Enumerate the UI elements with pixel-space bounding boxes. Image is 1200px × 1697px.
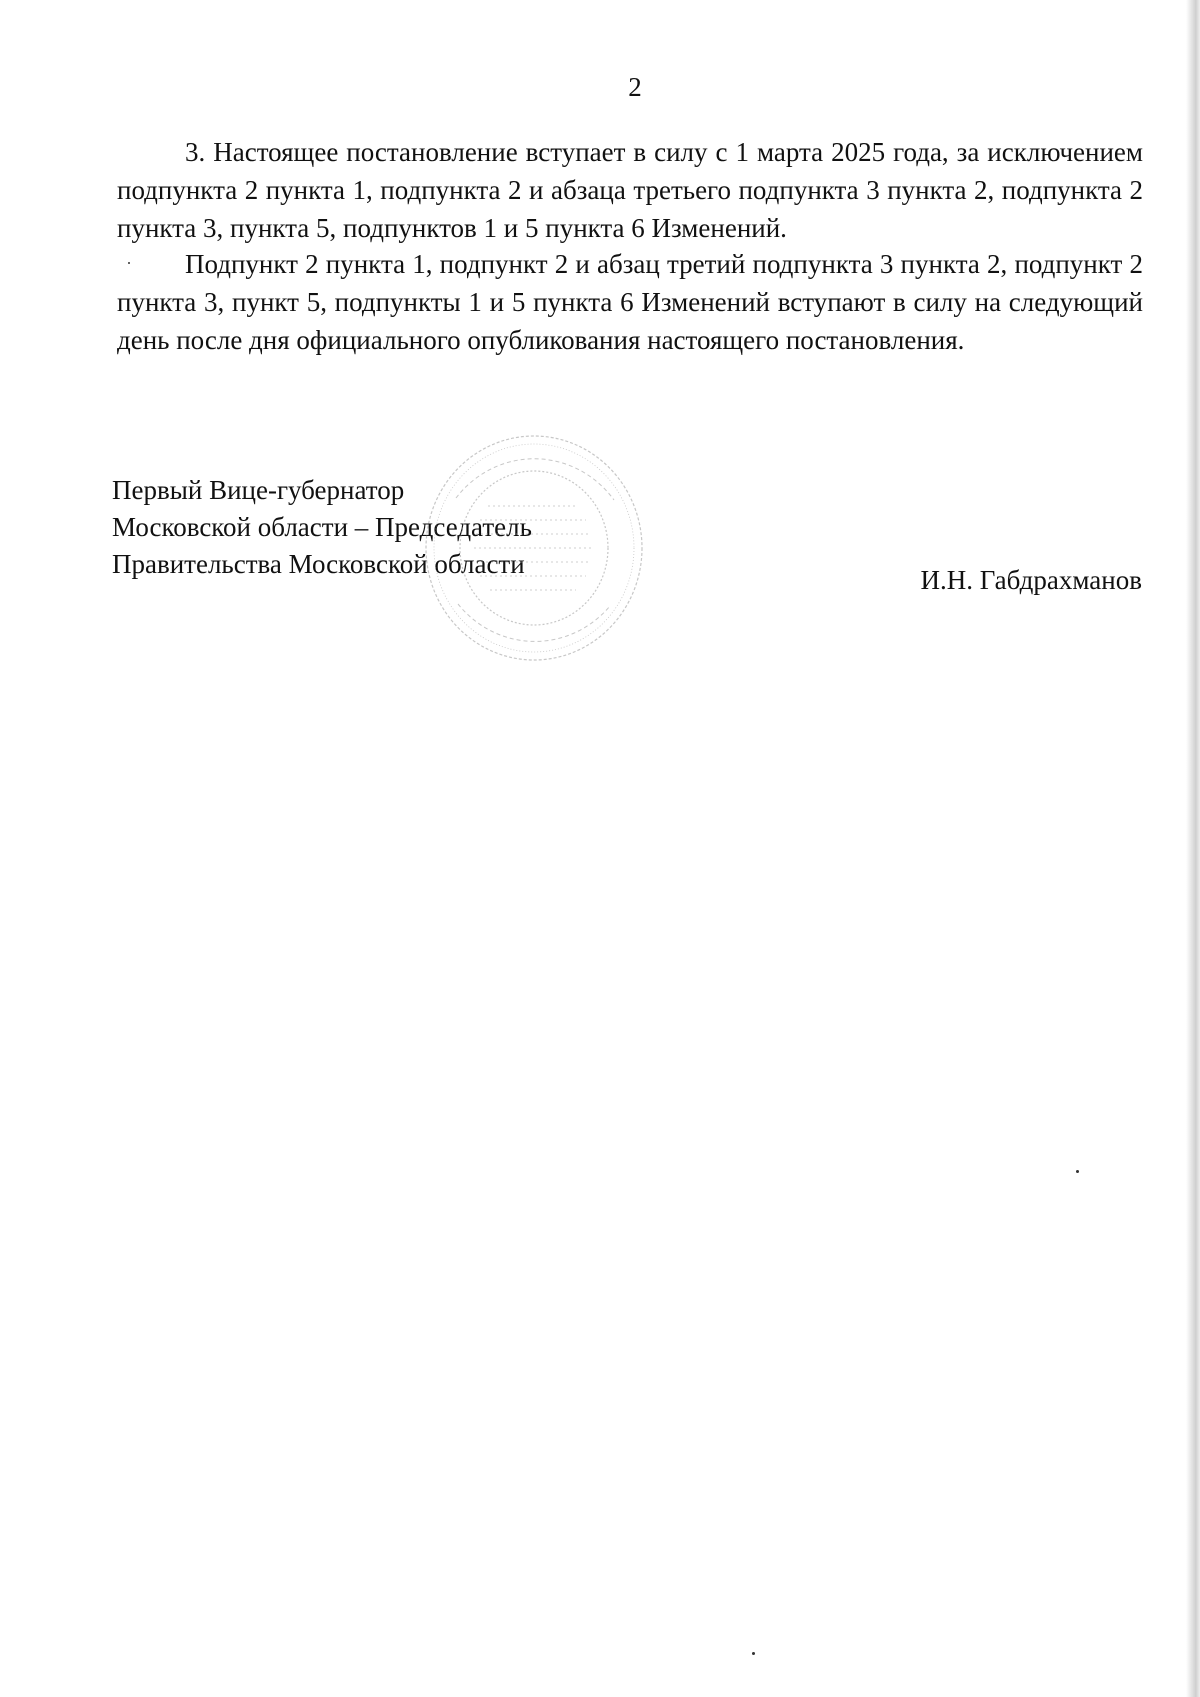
signer-title-line: Московской области – Председатель bbox=[112, 512, 532, 542]
signer-title-line: Первый Вице-губернатор bbox=[112, 475, 405, 505]
official-seal-icon bbox=[418, 428, 650, 668]
signer-name: И.Н. Габдрахманов bbox=[920, 565, 1142, 595]
scan-speck bbox=[128, 262, 130, 264]
scan-speck bbox=[1076, 1170, 1079, 1173]
page-number: 2 bbox=[628, 72, 642, 102]
signer-title-line: Правительства Московской области bbox=[112, 549, 525, 579]
scan-speck bbox=[752, 1652, 755, 1655]
scanned-page-edge bbox=[1186, 0, 1200, 1697]
paragraph-effective-date: 3. Настоящее постановление вступает в силу с 1 марта 2025 года, за исключением подпункта 2 пункта 1, подпункта 2 и абзаца третьего подпункта 3 пункта 2, подпункта 2 пункта 3, пункта 5, подпунктов 1 и 5 пункта 6 Изменений. bbox=[117, 137, 1143, 243]
paragraph-exceptions-effective: Подпункт 2 пункта 1, подпункт 2 и абзац третий подпункта 3 пункта 2, подпункт 2 пункта 3, пункт 5, подпункты 1 и 5 пункта 6 Изменений вступают в силу на следующий день после дня официального опубликования настоящего постановления. bbox=[117, 249, 1143, 355]
